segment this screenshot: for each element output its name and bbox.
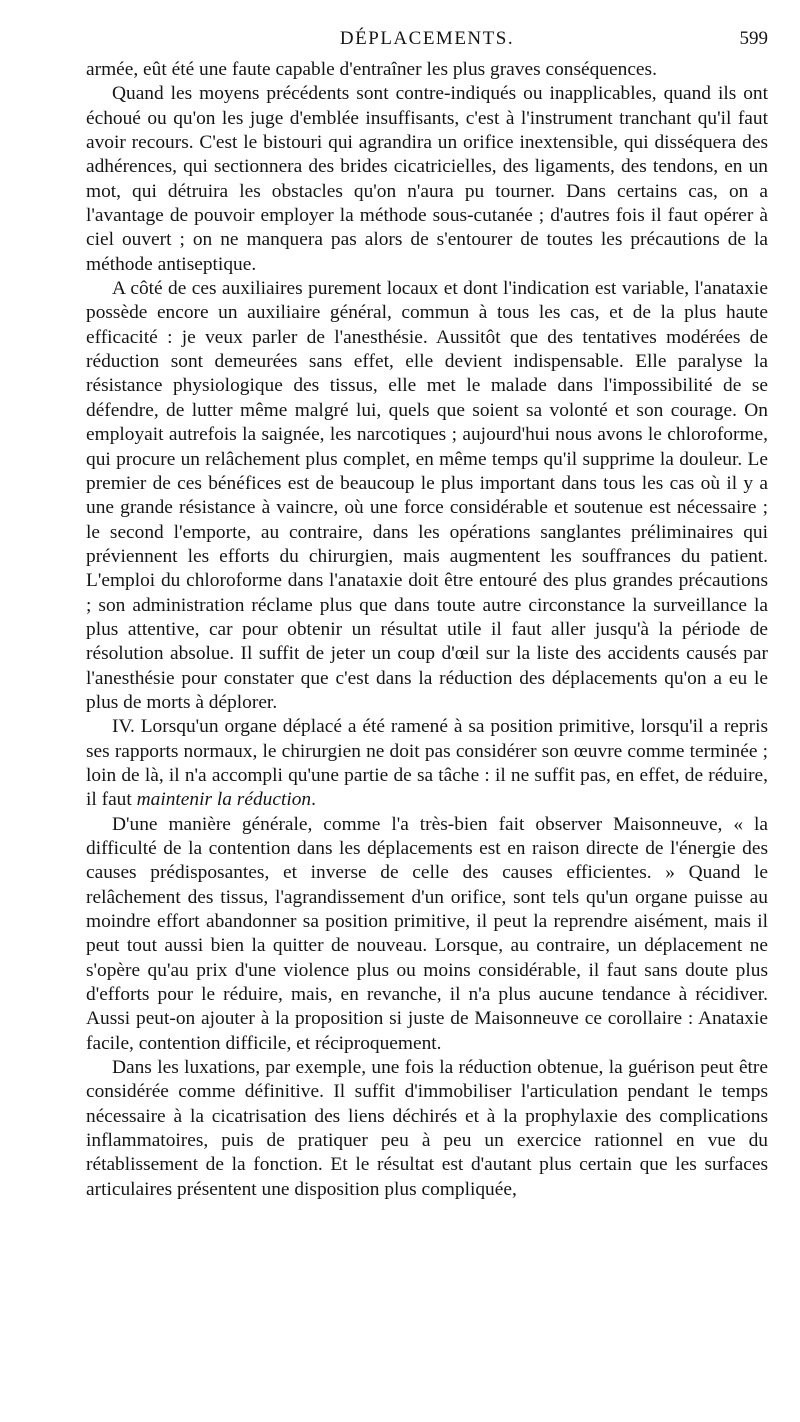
paragraph-continuation: armée, eût été une faute capable d'entraîner les plus graves conséquences. [86, 59, 657, 80]
section-iv-end: . [311, 789, 316, 811]
page-header [86, 28, 768, 58]
running-head: DÉPLACEMENTS. [339, 28, 515, 49]
paragraph-anesthesia: A côté de ces auxiliaires purement locaux et dont l'indication est variable, l'anataxie possède encore un auxiliaire général, commun à tous les cas, et de la plus haute efficacité : je veux parler de l'anesthésie. Aussitôt que des tentatives modérées de réduction sont demeurées sans effet, elle devient indispensable. Elle paralyse la résistance physiologique des tissus, elle met le malade dans l'impossibilité de se défendre, de lutter même malgré lui, quels que soient sa volonté et son courage. On employait autrefois la saignée, les narcotiques ; aujourd'hui nous avons le chloroforme, qui procure un relâchement plus complet, en même temps qu'il supprime la douleur. Le premier de ces bénéfices est de beaucoup le plus important dans tous les cas où il y a une grande résistance à vaincre, où une force considérable et soutenue est nécessaire ; le second l'emporte, au contraire, dans les opérations sanglantes préliminaires qui préviennent les efforts du chirurgien, mais augmentent les souffrances du patient. L'emploi du chloroforme dans l'anataxie doit être entouré des plus grandes précautions ; son administration réclame plus que dans toute autre circonstance la surveillance la plus attentive, car pour obtenir un résultat utile il faut aller jusqu'à la période de résolution absolue. Il suffit de jeter un coup d'œil sur la liste des accidents causés par l'anesthésie pour constater que c'est dans la réduction des déplacements qu'on a eu le plus de morts à déplorer. [86, 278, 768, 713]
paragraph-section-iv [86, 715, 768, 812]
section-iv-text: IV. Lorsqu'un organe déplacé a été ramené à sa position primitive, lorsqu'il a repris ses rapports normaux, le chirurgien ne doit pas considérer son œuvre comme terminée ; loin de là, il n'a accompli qu'une partie de sa tâche : il ne suffit pas, en effet, de réduire, il faut [86, 716, 768, 811]
paragraph-cutting-instrument: Quand les moyens précédents sont contre-indiqués ou inapplicables, quand ils ont échoué ou qu'on les juge d'emblée insuffisants, c'est à l'instrument tranchant qu'il faut avoir recours. C'est le bistouri qui agrandira un orifice inextensible, qui disséquera des adhérences, qui sectionnera des brides cicatricielles, des ligaments, des tendons, en un mot, qui détruira les obstacles qu'on n'aura pu tourner. Dans certains cas, on a l'avantage de pouvoir employer la méthode sous-cutanée ; d'autres fois il faut opérer à ciel ouvert ; on ne manquera pas alors de s'entourer de toutes les précautions de la méthode antiseptique. [86, 83, 768, 275]
body-text [86, 58, 768, 1202]
page-number: 599 [739, 28, 768, 49]
paragraph-luxations: Dans les luxations, par exemple, une fois la réduction obtenue, la guérison peut être considérée comme définitive. Il suffit d'immobiliser l'articulation pendant le temps nécessaire à la cicatrisation des liens déchirés et à la prophylaxie des complications inflammatoires, puis de pratiquer peu à peu un exercice rationnel en vue du rétablissement de la fonction. Et le résultat est d'autant plus certain que les surfaces articulaires présentent une disposition plus compliquée, [86, 1057, 768, 1200]
section-iv-emphasis: maintenir la réduction [136, 789, 312, 811]
paragraph-maisonneuve: D'une manière générale, comme l'a très-bien fait observer Maisonneuve, « la difficulté de la contention dans les déplacements est en raison directe de l'énergie des causes prédisposantes, et inverse de celle des causes efficientes. » Quand le relâchement des tissus, l'agrandissement d'un orifice, sont tels qu'un organe puisse au moindre effort abandonner sa position primitive, il peut la reprendre aisément, mais il peut tout aussi bien la quitter de nouveau. Lorsque, au contraire, un déplacement ne s'opère qu'au prix d'une violence plus ou moins considérable, il faut sans doute plus d'efforts pour le réduire, mais, en revanche, il n'a plus aucune tendance à récidiver. Aussi peut-on ajouter à la proposition si juste de Maisonneuve ce corollaire : Anataxie facile, contention difficile, et réciproquement. [86, 813, 768, 1054]
